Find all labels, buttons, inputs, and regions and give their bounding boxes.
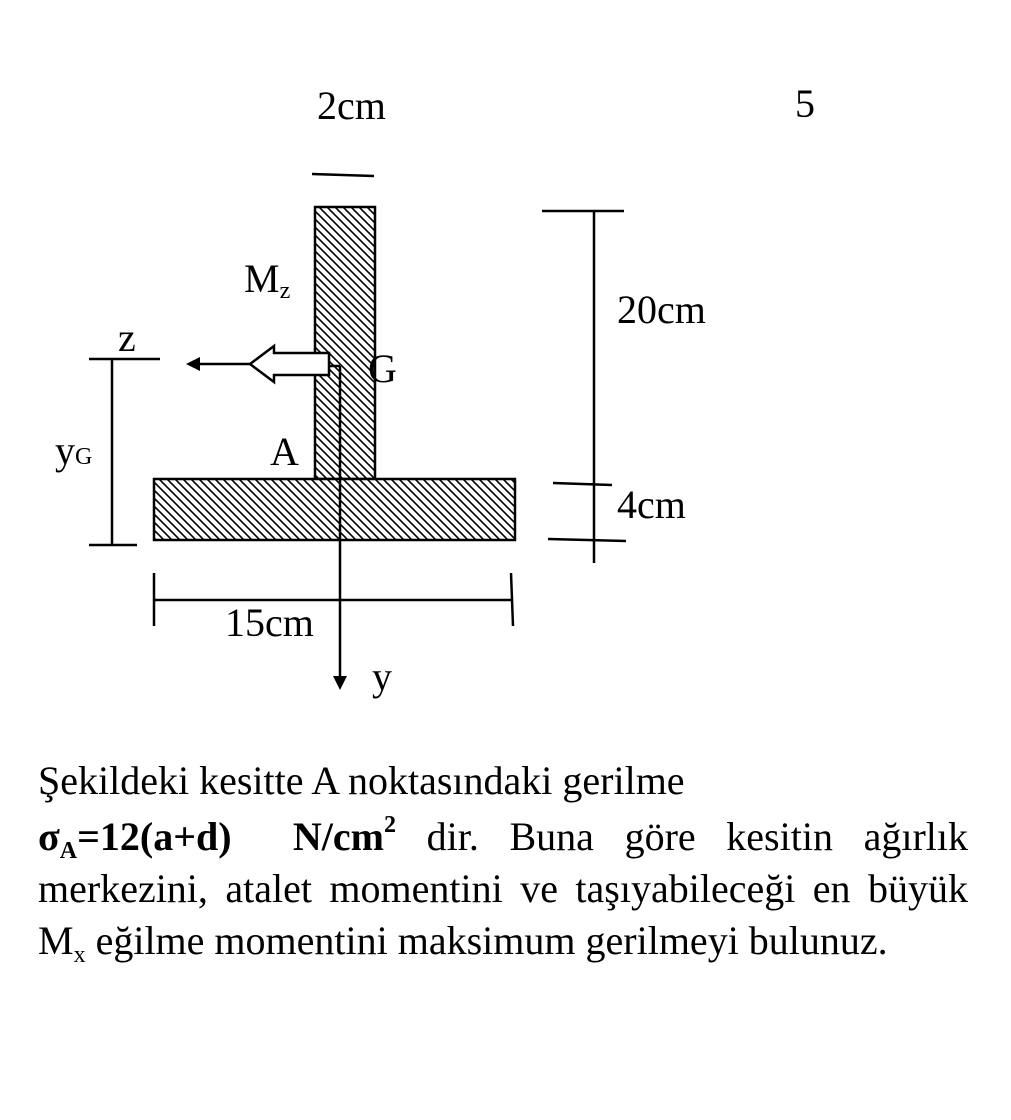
width-right-tick [511,573,513,626]
web-rect [315,207,375,479]
yg-label: yG [55,428,93,473]
centroid-label: G [368,346,397,391]
flange-rect [154,479,515,540]
problem-line-1: Şekildeki kesitte A noktasındaki gerilme [38,758,685,803]
moment-label: Mz [244,256,291,304]
stress-formula: $\sigma_A=12(a+d)$ $N/cm^2$ [38,812,396,864]
height-bottom-tick [548,539,626,541]
flange-width-label: 15cm [225,600,314,645]
y-axis-arrowhead [333,676,347,690]
web-thickness-dimension-line [312,174,374,176]
problem-text-a: dir. Buna göre kesitin ağırlık merkezini, atalet momentini ve taşıyabileceği en büyük M [38,814,969,963]
point-a-label: A [270,429,299,474]
y-axis-label: y [372,654,392,699]
problem-statement [38,755,968,967]
z-axis-label: z [118,315,136,360]
page-number: 5 [795,81,815,126]
z-axis-arrowhead [186,357,200,371]
web-thickness-label: 2cm [317,83,386,128]
mx-subscript: x [73,942,86,968]
height-mid-tick [553,483,612,485]
flange-thickness-label: 4cm [617,482,686,527]
web-height-label: 20cm [617,287,706,332]
problem-text-b: eğilme momentini maksimum gerilmeyi bulunuz. [95,918,888,963]
problem-paragraph [38,811,968,967]
